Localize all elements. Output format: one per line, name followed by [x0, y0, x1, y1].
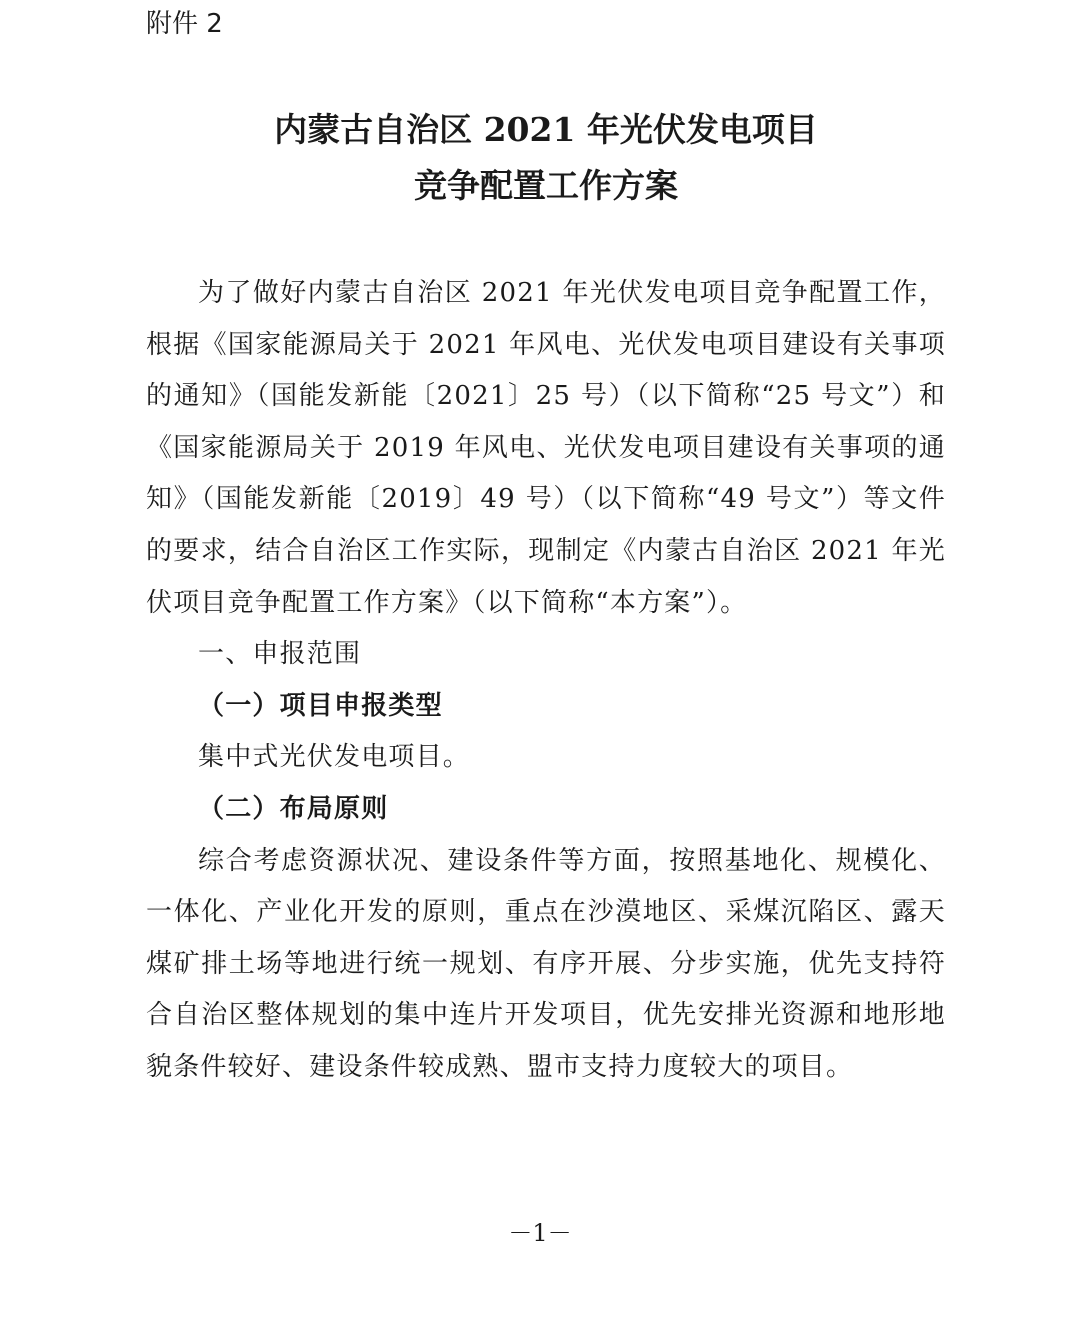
subsection-2-heading: （二）布局原则	[198, 793, 389, 824]
document-title-line-2: 竞争配置工作方案	[414, 166, 678, 205]
subsection-1-paragraph: 集中式光伏发电项目。	[198, 742, 471, 773]
document-title-line-1: 内蒙古自治区 2021 年光伏发电项目	[274, 110, 818, 149]
section-1-heading: 一、申报范围	[198, 639, 362, 670]
subsection-2-paragraph: 综合考虑资源状况、建设条件等方面，按照基地化、规模化、一体化、产业化开发的原则，重点在沙漠地区、采煤沉陷区、露天煤矿排土场等地进行统一规划、有序开展、分步实施，优先支持符合自治区整体规划的集中连片开发项目，优先安排光资源和地形地貌条件较好、建设条件较成熟、盟市支持力度较大的项目。	[146, 845, 946, 1082]
intro-paragraph: 为了做好内蒙古自治区 2021 年光伏发电项目竞争配置工作，根据《国家能源局关于 2021 年风电、光伏发电项目建设有关事项的通知》（国能发新能〔2021〕25 号）（以下简称“25 号文”）和《国家能源局关于 2019 年风电、光伏发电项目建设有关事项的通知》（国能发新能〔2019〕49 号）（以下简称“49 号文”）等文件的要求，结合自治区工作实际，现制定《内蒙古自治区 2021 年光伏项目竞争配置工作方案》（以下简称“本方案”）。	[146, 278, 946, 618]
subsection-1-heading: （一）项目申报类型	[198, 690, 443, 721]
document-body	[146, 268, 946, 1094]
attachment-label: 附件 2	[146, 9, 223, 39]
page-number: －1－	[508, 1219, 572, 1247]
